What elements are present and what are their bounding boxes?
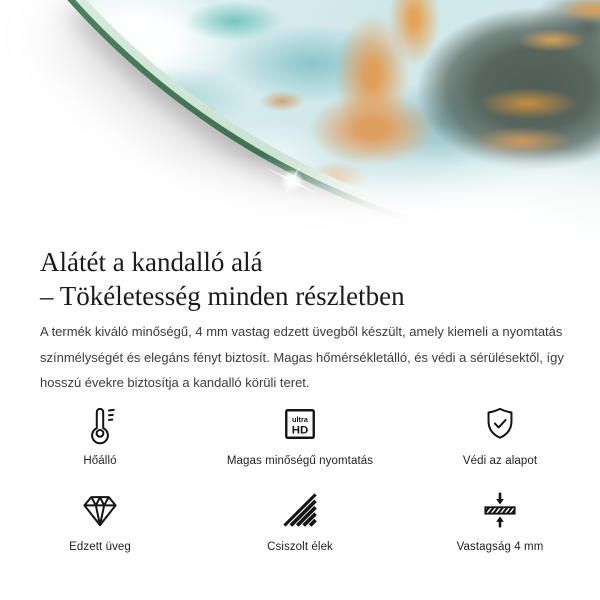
feature-grid (0, 402, 600, 553)
feature-heat-resistant (78, 402, 122, 467)
feature-protects-base (463, 402, 537, 467)
ultra-hd-icon (278, 402, 322, 446)
page-title (40, 245, 580, 313)
feature-label: Csiszolt élek (267, 541, 333, 553)
feature-label: Edzett üveg (69, 541, 131, 553)
shield-check-icon (478, 402, 522, 446)
feature-high-quality-print (227, 402, 373, 467)
page-title-line2: – Tökéletesség minden részletben (40, 281, 405, 312)
feature-label: Vastagság 4 mm (456, 541, 544, 553)
feature-label: Magas minőségű nyomtatás (226, 455, 374, 467)
heat-resistant-thermometer-icon (78, 402, 122, 446)
page-title-line1: Alátét a kandalló alá (40, 247, 263, 278)
feature-tempered-glass (69, 488, 131, 553)
ultra-hd-icon-text-top: ultra (292, 415, 308, 425)
tempered-glass-diamond-icon (78, 488, 122, 532)
thickness-compress-icon (478, 488, 522, 532)
feature-thickness-4mm (457, 488, 544, 553)
product-photo (0, 0, 600, 235)
polished-edges-icon (278, 488, 322, 532)
product-description: A termék kiváló minőségű, 4 mm vastag edzett üvegből készült, amely kiemeli a nyomtatás színmélységét és elegáns fényt biztosít. Magas hőmérsékletálló, és védi a sérülésektől, így hosszú évekre biztosítja a kandalló körüli teret. (40, 324, 564, 390)
feature-label: Védi az alapot (462, 455, 538, 467)
feature-label: Hőálló (83, 455, 117, 467)
feature-polished-edges (267, 488, 333, 553)
ultra-hd-icon-text-bottom: HD (291, 424, 309, 437)
